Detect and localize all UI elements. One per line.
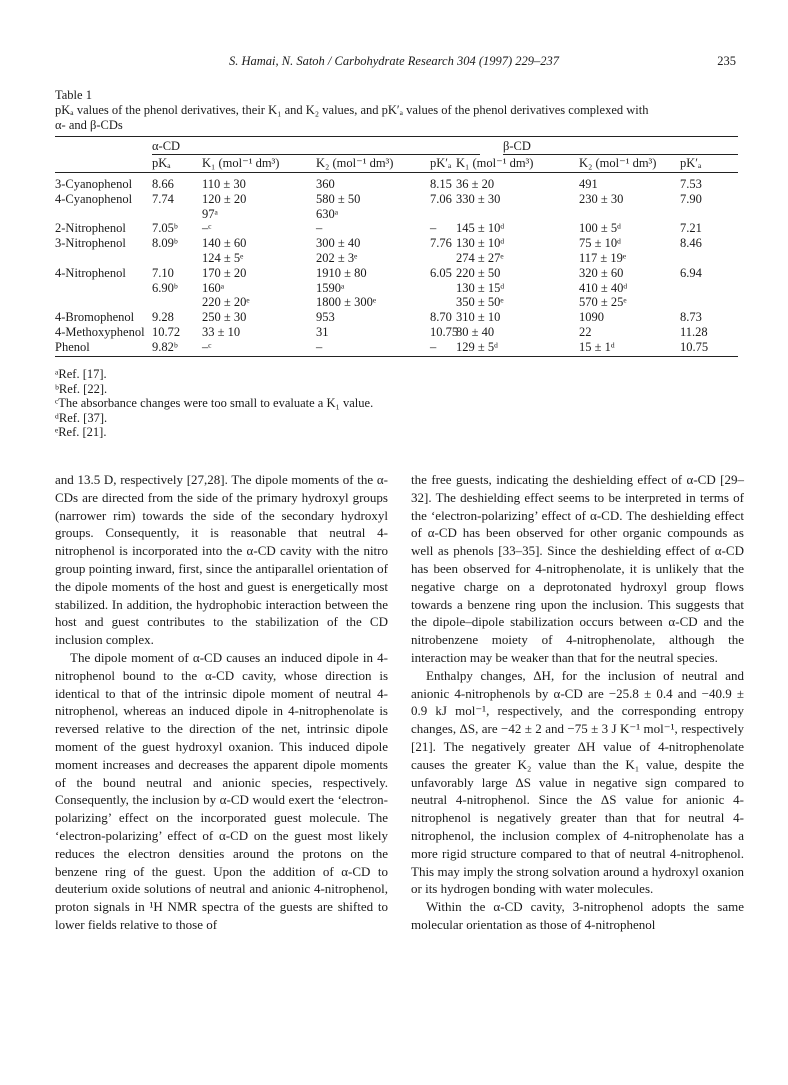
table-cell: 7.06 (430, 191, 452, 206)
table-cell: – (430, 221, 437, 236)
column-header: pK′ₐ (430, 156, 452, 170)
column-header: K₁ (mol⁻¹ dm³) (202, 156, 280, 170)
table-cell: –ᶜ (202, 339, 212, 354)
table-cell: 11.28 (680, 325, 708, 339)
body-column-right (411, 471, 744, 934)
table-cell: 310 ± 10 (456, 310, 501, 325)
table-cell: 953 (316, 310, 335, 325)
table-cell: – (316, 221, 323, 236)
paragraph: and 13.5 D, respectively [27,28]. The dipole moments of the α-CDs are directed from the side of the primary hydroxyl groups (narrower rim) towards the side of the secondary hydroxyl groups. Consequently, it is reasonable that neutral 4-nitrophenol is incorporated into the α-CD cavity with the nitro group pointing inward, first, since the antiparallel orientation of the dipole moments of the host and guest is energetically most stabilized. In addition, the hydrophobic interaction between the host and guest contributes to the stabilization of the CD inclusion complex. (55, 472, 388, 648)
group-rule-alpha-cd (152, 154, 480, 155)
table-cell: 8.66 (152, 177, 174, 191)
footnote: ᵃRef. [17]. (55, 367, 107, 381)
table-cell: –ᶜ (202, 221, 212, 236)
table-cell: 129 ± 5ᵈ (456, 339, 498, 354)
table-cell: 220 ± 20ᵉ (202, 295, 250, 310)
table-cell: 75 ± 10ᵈ (579, 236, 621, 251)
table-cell: 15 ± 1ᵈ (579, 339, 615, 354)
page-number: 235 (717, 54, 736, 68)
table-cell: 491 (579, 177, 598, 191)
row-label: Phenol (55, 339, 90, 354)
row-label: 4-Methoxyphenol (55, 325, 145, 339)
table-cell: 7.53 (680, 177, 702, 191)
table-cell: 33 ± 10 (202, 325, 241, 339)
caption-line-1: pKₐ values of the phenol derivatives, their K₁ and K₂ values, and pK′ₐ values of the phenol derivatives complexed with (55, 103, 649, 117)
paragraph: The dipole moment of α-CD causes an induced dipole in 4-nitrophenol bound to the α-CD cavity, whose direction is identical to that of the intrinsic dipole moment of neutral 4-nitrophenol, whereas an induced dipole in 4-nitrophenolate is reversed relative to the direction of the net, intrinsic dipole moment of the guest hydroxyl oxanion. This induced dipole moment increases and decreases the apparent dipole moments of the bound neutral and anionic species, respectively. Consequently, the inclusion by α-CD would exert the ‘electron-polarizing’ effect on the incorporated guest molecule. The ‘electron-polarizing’ effect of α-CD on the guest most likely reduces the electron densities around the protons on the benzene ring of the guest. Upon the addition of α-CD to deuterium oxide solutions of neutral and anionic 4-nitrophenol, proton signals in ¹H NMR spectra of the guests are shifted to lower fields relative to those of (55, 649, 388, 932)
table-cell: 97ᵃ (202, 206, 218, 221)
table-caption (55, 88, 745, 133)
table-cell: 1800 ± 300ᵉ (316, 295, 377, 310)
table-footnotes (55, 367, 745, 440)
table-top-rule (55, 136, 738, 137)
table-cell: 80 ± 40 (456, 325, 495, 339)
running-header (0, 54, 788, 72)
table-cell: 630ᵃ (316, 206, 339, 221)
footnote: ᵈRef. [37]. (55, 410, 108, 425)
table-cell: 8.15 (430, 177, 452, 191)
table-cell: 360 (316, 177, 335, 191)
table-cell: 6.90ᵇ (152, 280, 178, 295)
group-header-alpha-cd: α-CD (152, 139, 181, 153)
column-header: pKₐ (152, 156, 171, 170)
table-cell: 1910 ± 80 (316, 265, 367, 280)
table-cell: 250 ± 30 (202, 310, 247, 325)
table-cell: 7.76 (430, 236, 452, 251)
table-cell: 274 ± 27ᵉ (456, 251, 504, 265)
table-header-rule (55, 172, 738, 173)
table-cell: 7.90 (680, 191, 702, 206)
row-label: 3-Nitrophenol (55, 236, 126, 251)
table-cell: 300 ± 40 (316, 236, 361, 251)
paragraph: the free guests, indicating the deshielding effect of α-CD [29–32]. The deshielding effect seems to be interpreted in terms of the ‘electron-polarizing’ effect of α-CD. The deshielding effect of α-CD has been observed for other organic compounds as well as phenols [33–35]. Since the deshielding effect of α-CD has been observed for 4-nitrophenolate, it is unlikely that the negative charge on a deprotonated hydroxyl group flows towards a benzene ring upon the inclusion. This suggests that the dipole–dipole stabilization occurs between α-CD and the nitrobenzene moiety of 4-nitrophenolate, although the interaction may be weaker than that for the neutral species. (411, 472, 744, 665)
caption-line-2: α- and β-CDs (55, 118, 123, 132)
table-cell: 350 ± 50ᵉ (456, 295, 504, 310)
table-cell: 202 ± 3ᵉ (316, 251, 358, 265)
table-cell: 140 ± 60 (202, 236, 247, 251)
column-header: K₁ (mol⁻¹ dm³) (456, 156, 534, 170)
table-cell: 220 ± 50 (456, 265, 501, 280)
table-cell: 410 ± 40ᵈ (579, 280, 628, 295)
table-cell: 330 ± 30 (456, 191, 501, 206)
table-cell: 9.82ᵇ (152, 339, 178, 354)
table-label: Table 1 (55, 88, 92, 102)
table-cell: 22 (579, 325, 592, 339)
table-cell: 8.70 (430, 310, 452, 325)
table-cell: 36 ± 20 (456, 177, 495, 191)
table-cell: 170 ± 20 (202, 265, 247, 280)
table-cell: 145 ± 10ᵈ (456, 221, 505, 236)
table-cell: 7.10 (152, 265, 174, 280)
paragraph: Enthalpy changes, ΔH, for the inclusion of neutral and anionic 4-nitrophenols by α-CD are −25.8 ± 0.4 and −40.9 ± 0.9 kJ mol⁻¹, respectively, and the corresponding entropy changes, ΔS, are −42 ± 2 and −75 ± 3 J K⁻¹ mol⁻¹, respectively [21]. The negatively greater ΔH value of 4-nitrophenolate causes the greater K₂ value than the K₁ value, despite the unfavorably large ΔS value in negative sign compared to neutral 4-nitrophenol. Since the ΔS value for anionic 4-nitrophenol is negatively greater than that for neutral 4-nitrophenol, the inclusion complex of 4-nitrophenolate has a more rigid structure compared to that of neutral 4-nitrophenol. This may imply the strong solvation around a hydroxyl oxanion or its hydrogen bonding with water molecules. (411, 667, 744, 897)
row-label: 4-Nitrophenol (55, 265, 126, 280)
row-label: 4-Bromophenol (55, 310, 135, 325)
footnote: ᶜThe absorbance changes were too small to evaluate a K₁ value. (55, 396, 374, 411)
table-cell: 31 (316, 325, 329, 339)
table-cell: – (430, 339, 437, 354)
table-cell: 160ᵃ (202, 280, 225, 295)
column-header: pK′ₐ (680, 156, 702, 170)
table-cell: 130 ± 10ᵈ (456, 236, 505, 251)
table-cell: 230 ± 30 (579, 191, 624, 206)
paragraph: Within the α-CD cavity, 3-nitrophenol adopts the same molecular orientation as those of 4-nitrophenol (411, 899, 744, 932)
body-column-left (55, 471, 388, 934)
row-label: 2-Nitrophenol (55, 221, 126, 236)
table-bottom-rule (55, 356, 738, 357)
table-cell: 10.75 (430, 325, 459, 339)
table-cell: 117 ± 19ᵉ (579, 251, 627, 265)
table-cell: 8.09ᵇ (152, 236, 178, 251)
table-cell: 10.75 (680, 339, 709, 354)
group-header-beta-cd: β-CD (503, 139, 531, 153)
row-label: 4-Cyanophenol (55, 191, 133, 206)
table-cell: – (316, 339, 323, 354)
table-cell: 10.72 (152, 325, 181, 339)
group-rule-beta-cd (503, 154, 738, 155)
row-label: 3-Cyanophenol (55, 177, 133, 191)
table-cell: 6.94 (680, 265, 702, 280)
column-header: K₂ (mol⁻¹ dm³) (316, 156, 394, 170)
table-cell: 7.05ᵇ (152, 221, 178, 236)
table-cell: 570 ± 25ᵉ (579, 295, 627, 310)
footnote: ᵇRef. [22]. (55, 381, 108, 396)
table-cell: 7.21 (680, 221, 702, 236)
table-cell: 130 ± 15ᵈ (456, 280, 505, 295)
table-cell: 110 ± 30 (202, 177, 246, 191)
table-cell: 100 ± 5ᵈ (579, 221, 621, 236)
table-cell: 6.05 (430, 265, 452, 280)
table-cell: 124 ± 5ᵉ (202, 251, 244, 265)
table-cell: 320 ± 60 (579, 265, 624, 280)
column-header: K₂ (mol⁻¹ dm³) (579, 156, 657, 170)
table-cell: 120 ± 20 (202, 191, 247, 206)
table-cell: 8.46 (680, 236, 702, 251)
table-cell: 1590ᵃ (316, 280, 345, 295)
table-cell: 580 ± 50 (316, 191, 361, 206)
footnote: ᵉRef. [21]. (55, 425, 107, 440)
table-cell: 8.73 (680, 310, 702, 325)
table-cell: 9.28 (152, 310, 174, 325)
running-title: S. Hamai, N. Satoh / Carbohydrate Research 304 (1997) 229–237 (228, 54, 560, 68)
table-cell: 1090 (579, 310, 604, 325)
table-cell: 7.74 (152, 191, 174, 206)
